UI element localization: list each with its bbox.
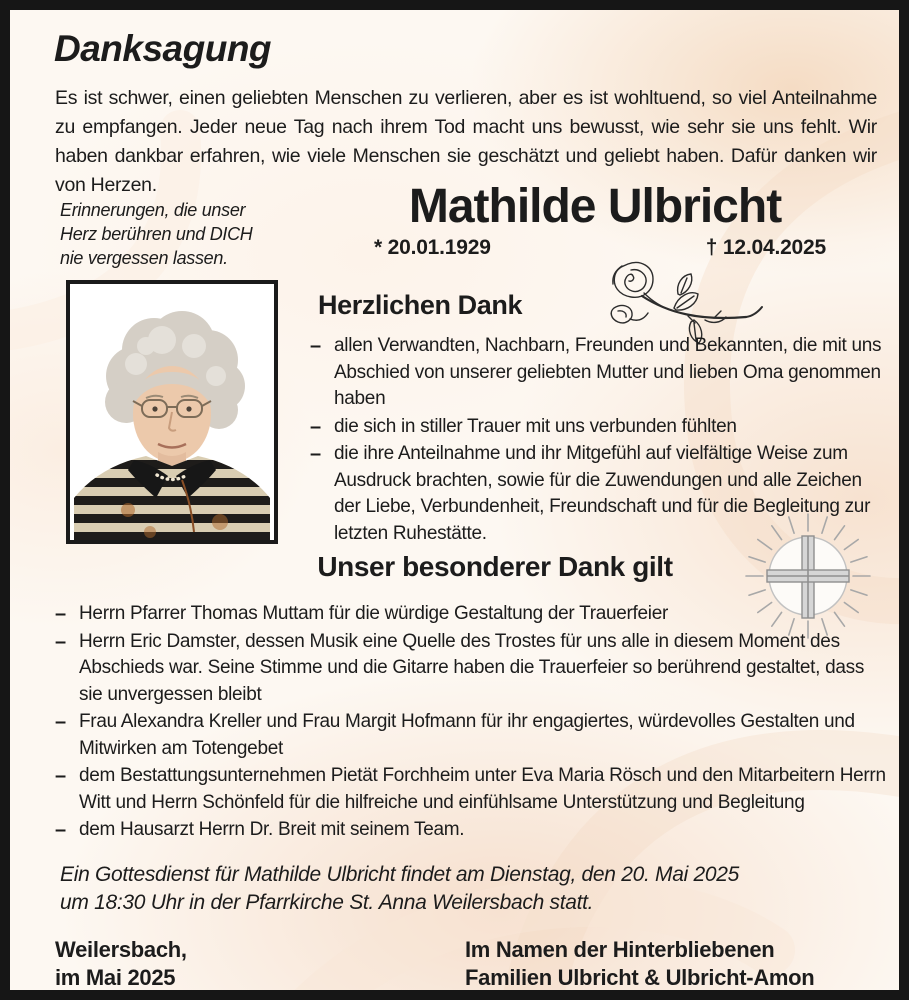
birth-date: * 20.01.1929: [374, 236, 491, 259]
deceased-name: Mathilde Ulbricht: [408, 180, 782, 233]
portrait-illustration: [70, 284, 274, 540]
list-item-text: die sich in stiller Trauer mit uns verbunden fühlten: [334, 415, 737, 437]
deceased-portrait-photo: [66, 280, 278, 544]
rose-icon: [598, 256, 763, 344]
list-item-text: Herrn Pfarrer Thomas Muttam für die würdige Gestaltung der Trauerfeier: [79, 603, 669, 624]
bullet-dash: –: [310, 335, 321, 357]
list-item: [55, 709, 891, 762]
list-item-text: dem Hausarzt Herrn Dr. Breit mit seinem Team.: [79, 819, 465, 840]
special-thanks-list: [55, 601, 891, 844]
bullet-dash: –: [55, 765, 66, 787]
list-item: [55, 763, 891, 816]
signature-line: Familien Ulbricht & Ulbricht-Amon: [465, 965, 815, 990]
memorial-quote-line: Erinnerungen, die unser: [60, 200, 246, 220]
service-announcement-line: um 18:30 Uhr in der Pfarrkirche St. Anna Weilersbach statt.: [60, 891, 594, 914]
list-item-text: die ihre Anteilnahme und ihr Mitgefühl auf vielfältige Weise zum Ausdruck brachten, sowie für die Zuwendungen und alle Zeichen der Liebe, Verbundenheit, Freundschaft und für die Begleitung zur letzten Ruhestätte.: [334, 443, 871, 544]
page-title: Danksagung: [54, 28, 272, 69]
bullet-dash: –: [310, 415, 321, 438]
list-item: [55, 817, 891, 844]
footer-signature: [465, 936, 814, 992]
intro-paragraph: Es ist schwer, einen geliebten Menschen zu verlieren, aber es ist wohltuend, so viel Anteilnahme zu empfangen. Jeder neue Tag nach ihrem Tod macht uns bewusst, wie sehr sie uns fehlt. Wir haben dankbar erfahren, wie viele Menschen sie geschätzt und geliebt haben. Dafür danken wir von Herzen.: [55, 87, 877, 196]
list-item: [310, 333, 888, 413]
bullet-dash: –: [55, 711, 66, 733]
footer-date: im Mai 2025: [55, 965, 176, 990]
memorial-quote-line: Herz berühren und DICH: [60, 224, 253, 244]
list-item: [310, 414, 888, 441]
bullet-dash: –: [55, 819, 66, 841]
list-item: [55, 601, 891, 628]
footer-place: Weilersbach,: [55, 937, 187, 962]
thanks-heading: Herzlichen Dank: [318, 290, 523, 320]
list-item: [55, 629, 891, 709]
list-item-text: Frau Alexandra Kreller und Frau Margit Hofmann für ihr engagiertes, würdevolles Gestalten und Mitwirken am Totengebet: [79, 711, 855, 759]
deceased-name-block: [360, 180, 830, 260]
footer-place-date: [55, 936, 187, 992]
list-item-text: dem Bestattungsunternehmen Pietät Forchheim unter Eva Maria Rösch und den Mitarbeitern Herrn Witt und Herrn Schönfeld für die hilfreiche und einfühlsame Unterstützung und Begleitung: [79, 765, 886, 813]
list-item-text: Herrn Eric Damster, dessen Musik eine Quelle des Trostes für uns alle in diesem Moment des Abschieds war. Seine Stimme und die Gitarre haben die Trauerfeier so berührend gestaltet, dass sie unvergessen bleibt: [79, 630, 865, 705]
service-announcement-line: Ein Gottesdienst für Mathilde Ulbricht findet am Dienstag, den 20. Mai 2025: [60, 863, 740, 886]
memorial-quote-line: nie vergessen lassen.: [60, 248, 228, 268]
memorial-quote: [60, 198, 253, 270]
bullet-dash: –: [55, 630, 66, 653]
service-announcement: [60, 861, 860, 917]
list-item-text: allen Verwandten, Nachbarn, Freunden und Bekannten, die mit uns Abschied von unserer geliebten Mutter und lieben Oma genommen haben: [334, 335, 882, 409]
special-thanks-heading: Unser besonderer Dank gilt: [317, 551, 673, 582]
bullet-dash: –: [55, 603, 66, 625]
death-date: † 12.04.2025: [705, 236, 826, 259]
bullet-dash: –: [310, 443, 321, 465]
signature-line: Im Namen der Hinterbliebenen: [465, 937, 775, 962]
